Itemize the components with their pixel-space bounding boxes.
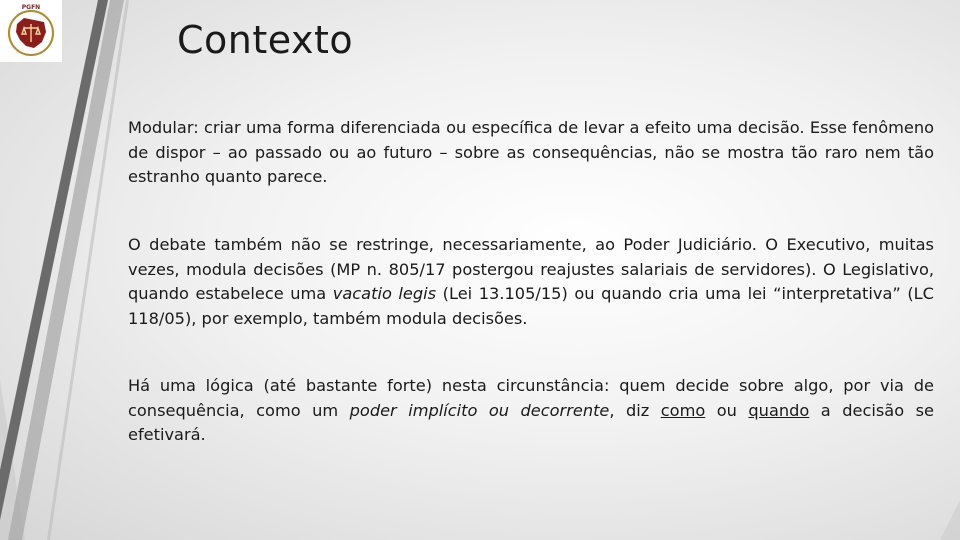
p2-italic-vacatio-legis: vacatio legis — [332, 284, 437, 303]
p3-underline-como: como — [660, 400, 706, 420]
p3-text-a: Há uma lógica (até bastante forte) nesta circunstância: quem decide sobre algo, por via de consequência, como um — [128, 376, 934, 420]
paragraph-2 — [128, 233, 934, 331]
pgfn-seal-icon — [0, 0, 62, 62]
paragraph-3 — [128, 374, 934, 448]
p3-underline-quando: quando — [748, 400, 810, 420]
p1-text: Modular: criar uma forma diferenciada ou específica de levar a efeito uma decisão. Esse fenômeno de dispor – ao passado ou ao futuro – sobre as consequências, não se mostra tão raro nem tão estranho quanto parece. — [128, 118, 934, 186]
svg-text:PGFN: PGFN — [21, 4, 41, 11]
p2-text-a: O debate também não se restringe, necessariamente, ao Poder Judiciário. O Executivo, muitas vezes, modula decisões (MP n. 805/17 postergou reajustes salariais de servidores). O Legislativo, quando estabelece uma — [128, 235, 934, 303]
paragraph-1 — [128, 116, 934, 190]
pgfn-logo — [0, 0, 62, 62]
p2-text-b: (Lei 13.105/15) ou quando cria uma lei “interpretativa” (LC 118/05), por exemplo, também modula decisões. — [128, 284, 934, 328]
p3-text-d: a decisão se efetivará. — [128, 400, 934, 444]
stripe-dark — [0, 0, 108, 520]
slide-title: Contexto — [177, 18, 354, 62]
p3-italic-poder: poder implícito ou decorrente — [349, 400, 610, 420]
p3-text-b: , diz — [609, 400, 661, 420]
stripe-gray — [8, 0, 124, 540]
p3-text-c: ou — [705, 400, 749, 420]
stripe-corner — [940, 500, 960, 540]
